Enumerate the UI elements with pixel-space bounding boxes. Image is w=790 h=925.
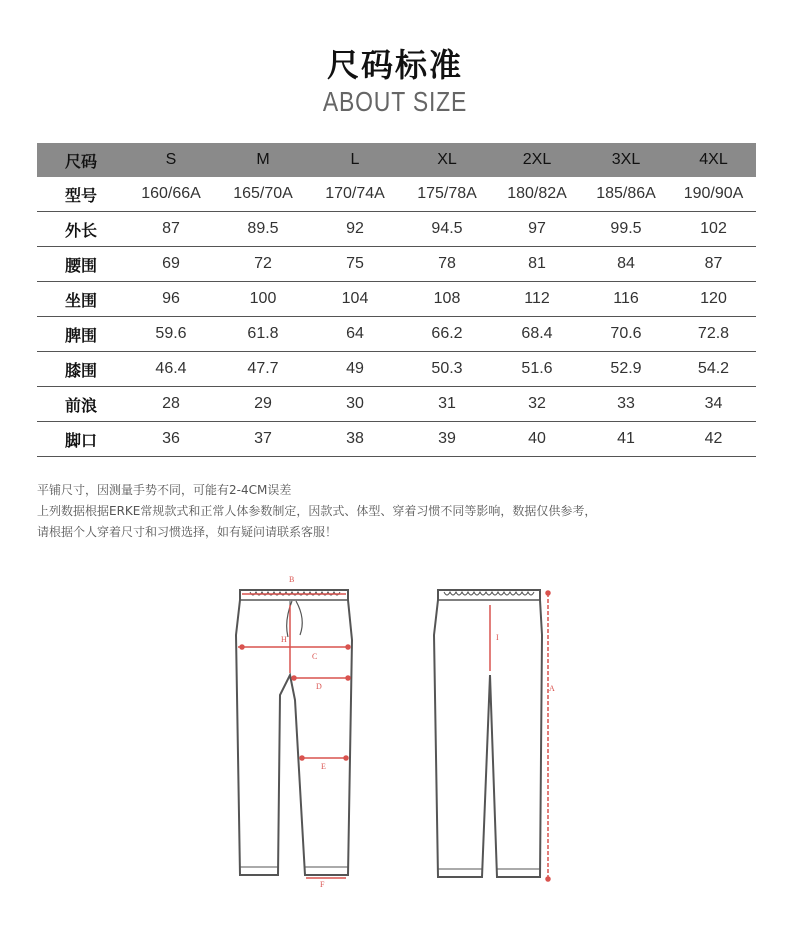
table-header-row	[37, 143, 756, 177]
page-title: 尺码标准	[326, 46, 463, 84]
label-h: H	[281, 635, 287, 644]
table-cell: 185/86A	[581, 177, 671, 212]
table-cell: 175/78A	[401, 177, 493, 212]
table-cell: 34	[671, 387, 756, 422]
table-cell: 120	[671, 282, 756, 317]
table-row	[37, 317, 756, 352]
back-outline	[434, 590, 542, 877]
table-cell: 31	[401, 387, 493, 422]
note-line: 上列数据根据ERKE常规款式和正常人体参数制定，因款式、体型、穿着习惯不同等影响，数据仅供参考，	[37, 504, 597, 518]
pants-measurement-diagram	[0, 565, 790, 895]
size-column-header: S	[125, 143, 217, 177]
table-cell: 33	[581, 387, 671, 422]
table-cell: 30	[309, 387, 401, 422]
label-f: F	[320, 880, 325, 889]
label-b: B	[289, 575, 295, 584]
note-line: 平铺尺寸，因测量手势不同，可能有2-4CM误差	[37, 483, 292, 497]
size-column-header: XL	[401, 143, 493, 177]
table-cell: 49	[309, 352, 401, 387]
table-cell: 78	[401, 247, 493, 282]
table-cell: 46.4	[125, 352, 217, 387]
size-column-header: 3XL	[581, 143, 671, 177]
table-cell: 116	[581, 282, 671, 317]
back-waistband-gathers	[444, 592, 534, 595]
note-line: 请根据个人穿着尺寸和习惯选择，如有疑问请联系客服！	[37, 525, 338, 539]
table-cell: 66.2	[401, 317, 493, 352]
table-cell: 72.8	[671, 317, 756, 352]
table-cell: 102	[671, 212, 756, 247]
table-cell: 180/82A	[493, 177, 581, 212]
page-subtitle: ABOUT SIZE	[322, 86, 468, 117]
size-column-header: 4XL	[671, 143, 756, 177]
row-label: 脚口	[37, 422, 125, 457]
table-row	[37, 352, 756, 387]
table-cell: 51.6	[493, 352, 581, 387]
row-label: 膝围	[37, 352, 125, 387]
row-label: 坐围	[37, 282, 125, 317]
table-cell: 97	[493, 212, 581, 247]
table-cell: 39	[401, 422, 493, 457]
table-cell: 64	[309, 317, 401, 352]
table-cell: 68.4	[493, 317, 581, 352]
table-cell: 160/66A	[125, 177, 217, 212]
row-label: 前浪	[37, 387, 125, 422]
row-label: 外长	[37, 212, 125, 247]
table-cell: 52.9	[581, 352, 671, 387]
front-measure-lines	[238, 594, 350, 878]
table-cell: 61.8	[217, 317, 309, 352]
table-row	[37, 212, 756, 247]
size-column-header: M	[217, 143, 309, 177]
table-cell: 94.5	[401, 212, 493, 247]
row-label: 型号	[37, 177, 125, 212]
table-row	[37, 387, 756, 422]
table-cell: 75	[309, 247, 401, 282]
table-row	[37, 177, 756, 212]
table-cell: 37	[217, 422, 309, 457]
front-outline	[236, 590, 352, 875]
table-cell: 69	[125, 247, 217, 282]
pants-back-view	[434, 590, 542, 877]
table-cell: 41	[581, 422, 671, 457]
table-cell: 70.6	[581, 317, 671, 352]
table-cell: 28	[125, 387, 217, 422]
table-cell: 54.2	[671, 352, 756, 387]
table-cell: 47.7	[217, 352, 309, 387]
table-cell: 104	[309, 282, 401, 317]
table-row	[37, 247, 756, 282]
table-cell: 100	[217, 282, 309, 317]
table-cell: 99.5	[581, 212, 671, 247]
label-d: D	[316, 682, 322, 691]
pants-front-view	[236, 590, 352, 875]
table-cell: 112	[493, 282, 581, 317]
table-cell: 38	[309, 422, 401, 457]
label-i: I	[496, 633, 499, 642]
table-cell: 72	[217, 247, 309, 282]
table-cell: 92	[309, 212, 401, 247]
table-row	[37, 282, 756, 317]
table-cell: 42	[671, 422, 756, 457]
label-c: C	[312, 652, 318, 661]
size-chart-table	[37, 143, 756, 457]
table-cell: 170/74A	[309, 177, 401, 212]
table-cell: 81	[493, 247, 581, 282]
row-label: 腰围	[37, 247, 125, 282]
size-header-label: 尺码	[37, 143, 125, 177]
table-cell: 96	[125, 282, 217, 317]
table-cell: 87	[671, 247, 756, 282]
table-cell: 29	[217, 387, 309, 422]
table-cell: 50.3	[401, 352, 493, 387]
table-cell: 59.6	[125, 317, 217, 352]
table-cell: 40	[493, 422, 581, 457]
table-cell: 108	[401, 282, 493, 317]
row-label: 脾围	[37, 317, 125, 352]
table-cell: 36	[125, 422, 217, 457]
back-measure-labels	[496, 633, 555, 693]
label-e: E	[321, 762, 326, 771]
drawstring-right	[296, 601, 302, 635]
table-cell: 32	[493, 387, 581, 422]
table-cell: 89.5	[217, 212, 309, 247]
label-a: A	[549, 684, 555, 693]
size-column-header: L	[309, 143, 401, 177]
size-column-header: 2XL	[493, 143, 581, 177]
table-cell: 165/70A	[217, 177, 309, 212]
size-notes	[37, 480, 757, 543]
table-cell: 87	[125, 212, 217, 247]
table-cell: 84	[581, 247, 671, 282]
table-row	[37, 422, 756, 457]
table-cell: 190/90A	[671, 177, 756, 212]
